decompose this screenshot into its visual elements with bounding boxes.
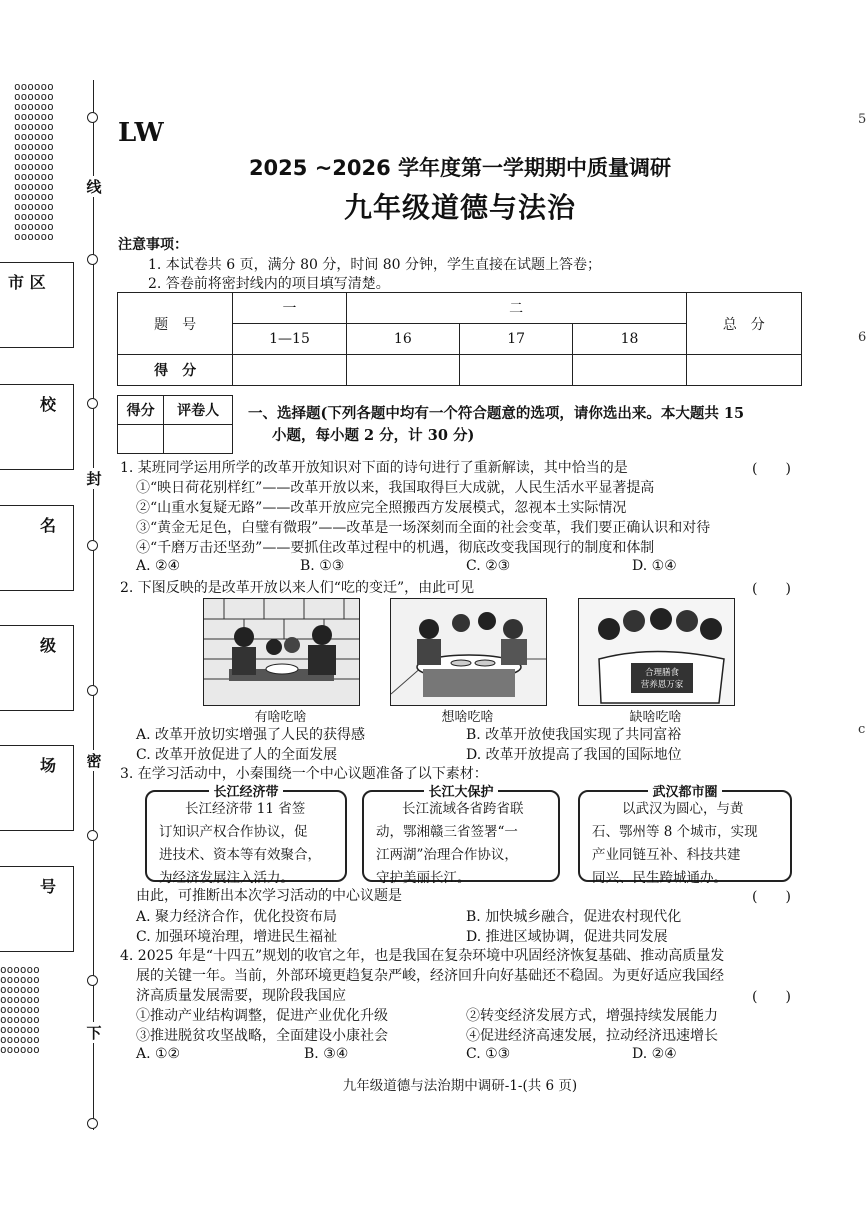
- seal-dot: [87, 398, 98, 409]
- field-box-name[interactable]: [0, 505, 74, 591]
- q3-option-d[interactable]: D. 推进区域协调，促进共同发展: [466, 929, 668, 945]
- section-heading-line: 一、选择题(下列各题中均有一个符合题意的选项，请你选出来。本大题共 15: [248, 405, 745, 422]
- field-label-school: 校: [40, 395, 57, 414]
- card-line: 长江经济带 11 省签: [185, 801, 306, 817]
- score-table-score-label: 得 分: [118, 355, 233, 386]
- seal-dot: [87, 975, 98, 986]
- healthy-diet-illustration: [579, 599, 734, 705]
- q1-answer-paren[interactable]: ( ): [752, 461, 791, 477]
- seal-dot: [87, 830, 98, 841]
- seal-dot: [87, 685, 98, 696]
- score-table-total: 总 分: [686, 293, 801, 355]
- score-cell-total[interactable]: [686, 355, 801, 386]
- score-table-col: 17: [459, 324, 572, 355]
- edge-glyph: 6: [858, 330, 867, 345]
- q3-option-c[interactable]: C. 加强环境治理，增进民生福祉: [136, 929, 338, 945]
- restaurant-meal-illustration: [391, 599, 546, 705]
- grader-score-label: 得分: [118, 396, 164, 425]
- card-title: 长江大保护: [364, 781, 558, 804]
- q4-stem-line: 展的关键一年。当前，外部环境更趋复杂严峻，经济回升向好基础还不稳固。为更好适应我国经: [136, 968, 724, 984]
- material-card-yangtze-economic-belt: [145, 785, 347, 886]
- q1-option-c[interactable]: C. ②③: [466, 558, 511, 574]
- card-line: 江两湖”治理合作协议，: [376, 847, 518, 863]
- notes-item: 2. 答卷前将密封线内的项目填写清楚。: [148, 276, 390, 292]
- q1-option-a[interactable]: A. ②④: [136, 558, 181, 574]
- card-title: 武汉都市圈: [580, 781, 790, 804]
- score-table-part1: 一: [233, 293, 346, 324]
- seal-line: [93, 80, 94, 1130]
- score-cell[interactable]: [233, 355, 346, 386]
- edge-glyph: c: [858, 722, 866, 737]
- score-table-col: 16: [346, 324, 459, 355]
- binding-dots-top: oooooo oooooo oooooo oooooo oooooo oooooo oooooo oooooo oooooo oooooo oooooo oooooo oooooo oooooo oooooo oooooo: [14, 80, 54, 243]
- book-text: 合理膳食: [644, 668, 680, 678]
- book-text: 营养恩万家: [640, 680, 684, 690]
- section-heading: [248, 403, 808, 447]
- notes-item: 1. 本试卷共 6 页，满分 80 分，时间 80 分钟，学生直接在试题上答卷；: [148, 257, 602, 273]
- seal-char-secret: 密: [84, 750, 104, 771]
- paper-code: LW: [118, 118, 164, 148]
- field-box-school[interactable]: [0, 384, 74, 470]
- subject-title: 九年级道德与法治: [343, 191, 576, 224]
- card-line: 产业同链互补、科技共建: [592, 847, 741, 863]
- card-line: 动，鄂湘赣三省签署“一: [376, 824, 518, 840]
- seal-dot: [87, 1118, 98, 1129]
- q1-item: ②“山重水复疑无路”——改革开放应完全照搬西方发展模式，忽视本土实际情况: [136, 500, 627, 516]
- field-box-room[interactable]: [0, 745, 74, 831]
- section-heading-line: 小题，每小题 2 分，计 30 分): [272, 427, 475, 444]
- seal-dot: [87, 112, 98, 123]
- q4-option-c[interactable]: C. ①③: [466, 1046, 511, 1062]
- field-label-number: 号: [40, 877, 57, 896]
- grader-score-cell[interactable]: [118, 425, 164, 454]
- q3-conclusion: 由此，可推断出本次学习活动的中心议题是: [136, 888, 402, 904]
- material-card-yangtze-protection: [362, 785, 560, 886]
- q3-option-a[interactable]: A. 聚力经济合作，优化投资布局: [136, 909, 338, 925]
- card-line: 进技术、资本等有效聚合，: [159, 847, 321, 863]
- card-line: 守护美丽长江。: [376, 870, 471, 886]
- q4-item: ③推进脱贫攻坚战略，全面建设小康社会: [136, 1028, 388, 1044]
- family-meal-illustration: [204, 599, 359, 705]
- field-box-number[interactable]: [0, 866, 74, 952]
- card-line: 同兴、民生跨城通办。: [592, 870, 727, 886]
- q2-answer-paren[interactable]: ( ): [752, 581, 791, 597]
- card-line: 以武汉为圆心，与黄: [622, 801, 744, 817]
- score-table-part2: 二: [346, 293, 686, 324]
- q4-stem-line: 4. 2025 年是“十四五”规划的收官之年，也是我国在复杂环境中巩固经济恢复基础、推动高质量发: [120, 948, 725, 964]
- q3-option-b[interactable]: B. 加快城乡融合，促进农村现代化: [466, 909, 682, 925]
- score-cell[interactable]: [346, 355, 459, 386]
- score-cell[interactable]: [573, 355, 686, 386]
- seal-dot: [87, 254, 98, 265]
- notes-heading: 注意事项：: [118, 237, 188, 253]
- material-card-wuhan-metro-area: [578, 785, 792, 886]
- q1-item: ①“映日荷花别样红”——改革开放以来，我国取得巨大成就，人民生活水平显著提高: [136, 480, 655, 496]
- q3-stem: 3. 在学习活动中，小秦围绕一个中心议题准备了以下素材：: [120, 766, 488, 782]
- field-label-room: 场: [40, 756, 57, 775]
- field-label-district: 市 区: [8, 273, 46, 292]
- card-line: 为经济发展注入活力。: [159, 870, 294, 886]
- picture-caption: 有啥吃啥: [254, 710, 307, 725]
- seal-dot: [87, 540, 98, 551]
- score-cell[interactable]: [459, 355, 572, 386]
- field-label-class: 级: [40, 636, 57, 655]
- q1-item: ③“黄金无足色，白璧有微瑕”——改革是一场深刻而全面的社会变革，我们要正确认识和对待: [136, 520, 711, 536]
- picture-caption: 想啥吃啥: [441, 710, 494, 725]
- q3-answer-paren[interactable]: ( ): [752, 889, 791, 905]
- q1-stem: 1. 某班同学运用所学的改革开放知识对下面的诗句进行了重新解读，其中恰当的是: [120, 460, 628, 476]
- picture-caption: 缺啥吃啥: [629, 710, 682, 725]
- card-line: 石、鄂州等 8 个城市，实现: [592, 824, 758, 840]
- q4-item: ①推动产业结构调整，促进产业优化升级: [136, 1008, 388, 1024]
- card-line: 长江流域各省跨省联: [402, 801, 524, 817]
- score-table: [117, 292, 802, 386]
- card-line: 订知识产权合作协议，促: [159, 824, 308, 840]
- q2-option-d[interactable]: D. 改革开放提高了我国的国际地位: [466, 747, 682, 763]
- q2-stem: 2. 下图反映的是改革开放以来人们“吃的变迁”，由此可见: [120, 580, 475, 596]
- q4-option-b[interactable]: B. ③④: [304, 1046, 349, 1062]
- q1-option-d[interactable]: D. ①④: [632, 558, 677, 574]
- grader-reviewer-cell[interactable]: [164, 425, 233, 454]
- q4-option-a[interactable]: A. ①②: [136, 1046, 181, 1062]
- page-footer: 九年级道德与法治期中调研-1-(共 6 页): [342, 1078, 578, 1094]
- q1-item: ④“千磨万击还坚劲”——要抓住改革过程中的机遇，彻底改变我国现行的制度和体制: [136, 540, 655, 556]
- picture-lack-what-eat-what: [578, 598, 735, 706]
- exam-title: 2025 ~2026 学年度第一学期期中质量调研: [248, 156, 672, 180]
- seal-char-line: 线: [84, 176, 104, 197]
- picture-have-what-eat-what: [203, 598, 360, 706]
- binding-dots-bottom: oooooo oooooo oooooo oooooo oooooo oooooo oooooo oooooo oooooo: [0, 963, 40, 1056]
- field-box-class[interactable]: [0, 625, 74, 711]
- edge-glyph: 5: [858, 112, 867, 127]
- grader-reviewer-label: 评卷人: [164, 396, 233, 425]
- grader-table: [117, 395, 233, 454]
- seal-char-below: 下: [84, 1022, 104, 1043]
- q4-answer-paren[interactable]: ( ): [752, 989, 791, 1005]
- score-table-qno-label: 题 号: [118, 293, 233, 355]
- field-label-name: 名: [40, 516, 57, 535]
- q4-stem-line: 济高质量发展需要，现阶段我国应: [136, 988, 346, 1004]
- q2-option-a[interactable]: A. 改革开放切实增强了人民的获得感: [136, 727, 366, 743]
- seal-char-seal: 封: [84, 468, 104, 489]
- picture-want-what-eat-what: [390, 598, 547, 706]
- q4-option-d[interactable]: D. ②④: [632, 1046, 677, 1062]
- q2-option-c[interactable]: C. 改革开放促进了人的全面发展: [136, 747, 338, 763]
- score-table-col: 1—15: [233, 324, 346, 355]
- card-title: 长江经济带: [147, 781, 345, 804]
- q4-item: ②转变经济发展方式，增强持续发展能力: [466, 1008, 718, 1024]
- q1-option-b[interactable]: B. ①③: [300, 558, 345, 574]
- score-table-col: 18: [573, 324, 686, 355]
- q2-option-b[interactable]: B. 改革开放使我国实现了共同富裕: [466, 727, 682, 743]
- q4-item: ④促进经济高速发展，拉动经济迅速增长: [466, 1028, 718, 1044]
